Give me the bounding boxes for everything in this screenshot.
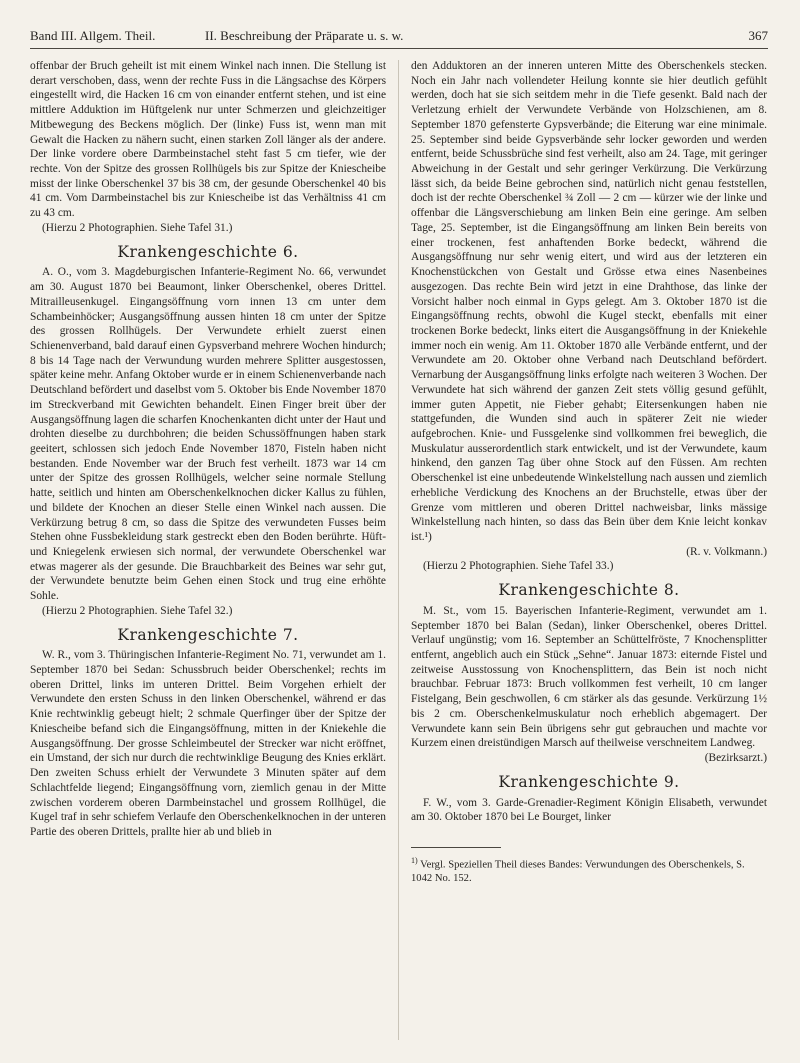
case-heading-6: Krankengeschichte 6. [117, 242, 299, 261]
footnote-text: Vergl. Speziellen Theil dieses Bandes: Verwundungen des Oberschenkels, S. 1042 No. 152. [411, 859, 745, 884]
case-7-text: W. R., vom 3. Thüringischen Infanterie-Regiment No. 71, verwundet am 1. September 1870 bei Sedan: Schussbruch beider Oberschenkel; rechts im oberen Drittel, links im unteren Drittel. Beim Vorgehen erhielt der Verwundete den ersten Schuss in den linken Oberschenkel, während er das Knie rechtwinklig gebeugt hielt; 2 schmale Querfinger über der Spitze der Kniescheibe befand sich die Eingangsöffnung, mitten in der Kniekehle die Ausgangsöffnung. Der grosse Schleimbeutel der Strecker war nicht eröffnet, ein Umstand, der sich nur durch die rechtwinklige Beugung des Knies erklärt. Den zweiten Schuss erhielt der Verwundete 3 Minuten später auf dem Schlachtfelde liegend; Eingangsöffnung vorn, ziemlich genau in der Mitte zwischen vorderem oberen Darmbeinstachel und grossem Rollhügel, die Kugel traf in sehr schiefem Verlaufe den Oberschenkelknochen in der unteren Partie des oberen Drittels, prallte hier ab und blieb in [30, 649, 386, 838]
header-volume: Band III. Allgem. Theil. [30, 28, 156, 43]
right-column [411, 59, 767, 885]
case-heading-7: Krankengeschichte 7. [117, 625, 299, 644]
page-number: 367 [748, 28, 768, 43]
case-9-text: F. W., vom 3. Garde-Grenadier-Regiment Königin Elisabeth, verwundet am 30. Oktober 1870 bei Le Bourget, linker [411, 796, 767, 824]
photo-caption: (Hierzu 2 Photographien. Siehe Tafel 32.) [42, 604, 233, 617]
case-heading-8: Krankengeschichte 8. [498, 581, 680, 600]
case-7-continuation: den Adduktoren an der inneren unteren Mitte des Oberschenkels stecken. Noch ein Jahr nach vollendeter Heilung konnte sie hier deutlich gefühlt werden, doch hat sie sich seitdem mehr in die Tiefe gesenkt. Bald nach der Verletzung erhielt der Verwundete Verbände von Holzschienen, am 8. September 1870 gefensterte Gypsverbände; die Eiterung war eine minimale. 25. September sind beide Gypsverbände sehr locker geworden und werden entfernt, beide Schussbrüche sind fest verheilt, also am 24. Tage, mit geringer Abweichung in der Gestalt und sehr geringer Verkürzung. Die Verkürzung lässt sich, da beide Beine gebrochen sind, natürlich nicht genau feststellen, doch ist der rechte Oberschenkel ¾ Zoll — 2 cm — kürzer wie der linke und offenbar die Längsverschiebung am linken Bein eine geringe. Am selben Tage, 25. September, ist die Eingangsöffnung am linken Bein bereits von einer trockenen, fest anhaftenden Borke bedeckt, während die Ausgangsöffnung nur sehr wenig eitert, und wird aus der letzteren ein Knochenstückchen von Gestalt und Grösse etwa eines Nasenbeines ausgezogen. Das rechte Bein wird jetzt in eine Drahthose, das linke der Vorsicht halber noch einmal in Gyps gelegt. Am 3. Oktober 1870 ist die Eingangsöffnung rechts, obwohl die Kugel steckt, ebenfalls mit einer trockenen Borke bedeckt, links eitert die Ausgangsöffnung in der Kniekehle immer noch ein wenig. Am 11. Oktober 1870 alle Verbände entfernt, und der Verwundete am 20. Oktober ohne Verband nach Deutschland befördert. Vernarbung der Ausgangsöffnung links erfolgte nach weiteren 3 Wochen. Der Verwundete hat sich während der ganzen Zeit stets völlig gesund gefühlt, immer guten Appetit, nie Fieber gehabt; Eitersenkungen haben nie stattgefunden, die Wunden sind auch in späterer Zeit nie wieder aufgebrochen. Knie- und Fussgelenke sind vollkommen frei beweglich, die Muskulatur ausserordentlich stark entwickelt, und ist der Verwundete, kaum hinkend, den ganzen Tag über ohne Stock auf den Füssen. Am rechten Oberschenkel ist eine unbedeutende Winkelstellung nach aussen und ziemlich erhebliche Verdickung des Knochens an der Bruchstelle, etwas über der Grenze vom mittleren und oberen Drittel nachweisbar, links mässige Winkelstellung nach hinten, so dass das Bein über dem Knie leicht konkav ist.¹) [411, 60, 767, 543]
case-6-text: A. O., vom 3. Magdeburgischen Infanterie-Regiment No. 66, verwundet am 30. August 1870 bei Beaumont, linker Oberschenkel, oberes Drittel. Mitrailleusenkugel. Eingangsöffnung vorn innen 13 cm unter dem Schambeinhöcker; Ausgangsöffnung aussen hinten 18 cm unter der Spitze des grossen Rollhügels. Der Verwundete erhielt zuerst einen Schienenverband, bald darauf einen Gypsverband mehrere Wochen hindurch; 8 bis 14 Tage nach der Verwundung wurden mehrere Splitter ausgestossen, später keine mehr. Anfang Oktober wurde er in einem Schienenverbande nach Deutschland befördert und daselbst vom 5. Oktober bis Ende November 1870 im Streckverband mit Gewichten behandelt. Einen Finger breit über der Ausgangsöffnung lagen die scharfen Knochenkanten dicht unter der Haut und drohten dieselbe zu durchbohren; die beiden Schussöffnungen haben stark geeitert, schlossen sich jedoch Ende November 1870, Fisteln haben nicht bestanden. Ende November war der Bruch fest verheilt. 1873 war 14 cm unter der Spitze des grossen Rollhügels, welcher seine normale Stellung hatte, seitlich und hinten am Oberschenkelknochen dicker Kallus zu fühlen, und bildete der Knochen an dieser Stelle einen Winkel nach aussen. Die Verkürzung betrug 8 cm, so dass die Spitze des verwundeten Fusses beim Stehen ohne Fussbekleidung stark gestreckt eben den Boden berührte. Hüft- und Kniegelenk erwiesen sich normal, der verwundete Oberschenkel war etwas magerer als der gesunde. Die Brauchbarkeit des Beines war sehr gut, der Verwundete benutzte beim Gehen einen Stock und trug eine erhöhte Sohle. [30, 266, 386, 603]
left-column [30, 59, 386, 840]
paragraph-continuation: offenbar der Bruch geheilt ist mit einem Winkel nach innen. Die Stellung ist derart verschoben, dass, wenn der rechte Fuss in die Längsachse des Körpers eingestellt wird, die Hacken 16 cm von einander entfernt stehen, und ist eine mittlere Adduktion im Hüftgelenk nur unter Schmerzen und gleichzeitiger Mitbewegung des Beckens möglich. Der (linke) Fuss ist, wenn man mit Gewalt die Hacken zu nähern sucht, einen starken Zoll länger als der andere. Der linke vordere obere Darmbeinstachel steht fast 5 cm tiefer, wie der rechte. Von der Spitze des grossen Rollhügels bis zur Spitze der Kniescheibe misst der linke Oberschenkel 37 bis 38 cm, der gesunde Oberschenkel 40 bis 41 cm. Vom Darmbeinstachel bis zur Kniescheibe ist das Verhältniss 41 cm zu 43 cm. [30, 60, 386, 220]
footnote-mark: 1) [411, 855, 418, 865]
footnote [411, 854, 767, 886]
signature: (R. v. Volkmann.) [686, 545, 767, 558]
photo-caption: (Hierzu 2 Photographien. Siehe Tafel 33.) [423, 560, 614, 573]
case-8-text: M. St., vom 15. Bayerischen Infanterie-Regiment, verwundet am 1. September 1870 bei Balan (Sedan), linker Oberschenkel, oberes Drittel. Verlauf ungünstig; vom 16. September an Schüttelfröste, 7 Knochensplitter entfernt, angeblich auch ein Stück „Sehne“. Januar 1873: eiternde Fistel und zeitweise Ausstossung von Knochensplittern, das Bein ist noch nicht brauchbar. Februar 1873: Bruch vollkommen fest verheilt, 10 cm langer Fistelgang, Bein geschwollen, 6 cm stärker als das gesunde. Verkürzung 1½ bis 2 cm. Oberschenkelmuskulatur noch erheblich abgemagert. Der Verwundete kann sein Bein übrigens sehr gut gebrauchen und machte vor Kurzem einen dreistündigen Marsch auf theilweise verschneitem Landweg. [411, 604, 767, 750]
column-divider [398, 60, 399, 1040]
running-header [30, 28, 768, 49]
signature: (Bezirksarzt.) [704, 752, 767, 765]
header-section: II. Beschreibung der Präparate u. s. w. [205, 28, 404, 43]
photo-caption: (Hierzu 2 Photographien. Siehe Tafel 31.) [42, 221, 233, 234]
case-heading-9: Krankengeschichte 9. [498, 772, 680, 791]
footnote-rule [411, 847, 501, 848]
